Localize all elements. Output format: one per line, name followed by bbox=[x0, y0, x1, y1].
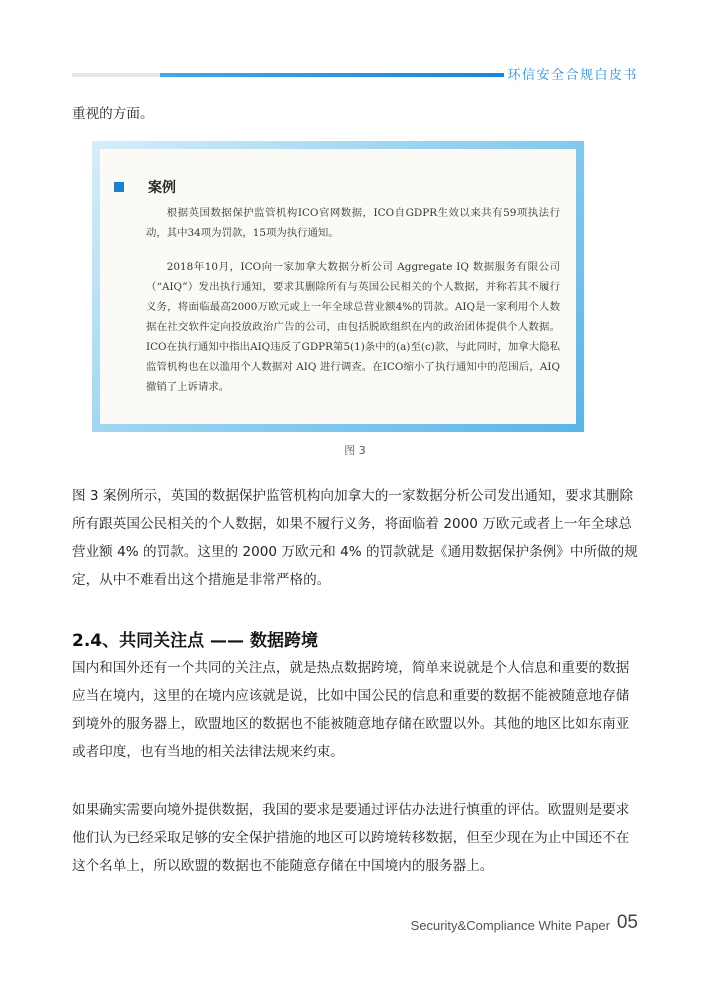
intro-text: 重视的方面。 bbox=[72, 106, 154, 122]
page-number: 05 bbox=[616, 912, 638, 933]
paragraph-figure-discussion: 图 3 案例所示，英国的数据保护监管机构向加拿大的一家数据分析公司发出通知，要求其删除所有跟英国公民相关的个人数据，如果不履行义务，将面临着 2000 万欧元或者上一年全球总营业额 4% 的罚款。这里的 2000 万欧元和 4% 的罚款就是《通用数据保护条例》中所做的规定，从中不难看出这个措施是非常严格的。 bbox=[72, 488, 638, 588]
case-marker-square-icon bbox=[114, 182, 124, 192]
case-paragraph-1: 根据英国数据保护监管机构ICO官网数据，ICO自GDPR生效以来共有59项执法行动，其中34项为罚款，15项为执行通知。 bbox=[146, 207, 560, 239]
case-title: 案例 bbox=[148, 180, 176, 196]
header-divider-gray bbox=[72, 73, 168, 77]
running-header-title: 环信安全合规白皮书 bbox=[507, 68, 638, 83]
case-figure-scan bbox=[100, 149, 576, 424]
case-figure bbox=[92, 141, 584, 432]
case-paragraph-2: 2018年10月，ICO向一家加拿大数据分析公司 Aggregate IQ 数据服务有限公司（“AIQ”）发出执行通知，要求其删除所有与英国公民相关的个人数据，并称若其不履行义务，将面临最高2000万欧元或上一年全球总营业额4%的罚款。AIQ是一家利用个人数据在社交软件定向投放政治广告的公司，由包括脱欧组织在内的政治团体提供个人数据。ICO在执行通知中指出AIQ违反了GDPR第5(1)条中的(a)至(c)款，与此同时，加拿大隐私监管机构也在以滥用个人数据对 AIQ 进行调查。在ICO缩小了执行通知中的范围后，AIQ撤销了上诉请求。 bbox=[146, 261, 560, 393]
header-divider-blue bbox=[160, 73, 504, 77]
section-heading: 2.4、共同关注点 —— 数据跨境 bbox=[72, 631, 318, 651]
figure-caption: 图 3 bbox=[344, 444, 366, 457]
footer-label: Security&Compliance White Paper bbox=[410, 918, 610, 933]
paragraph-data-crossborder: 国内和国外还有一个共同的关注点，就是热点数据跨境，简单来说就是个人信息和重要的数据应当在境内，这里的在境内应该就是说，比如中国公民的信息和重要的数据不能被随意地存储到境外的服务器上，欧盟地区的数据也不能被随意地存储在欧盟以外。其他的地区比如东南亚或者印度，也有当地的相关法律法规来约束。 bbox=[72, 660, 630, 760]
paragraph-crossborder-requirements: 如果确实需要向境外提供数据，我国的要求是要通过评估办法进行慎重的评估。欧盟则是要求他们认为已经采取足够的安全保护措施的地区可以跨境转移数据，但至少现在为止中国还不在这个名单上，所以欧盟的数据也不能随意存储在中国境内的服务器上。 bbox=[72, 802, 630, 874]
